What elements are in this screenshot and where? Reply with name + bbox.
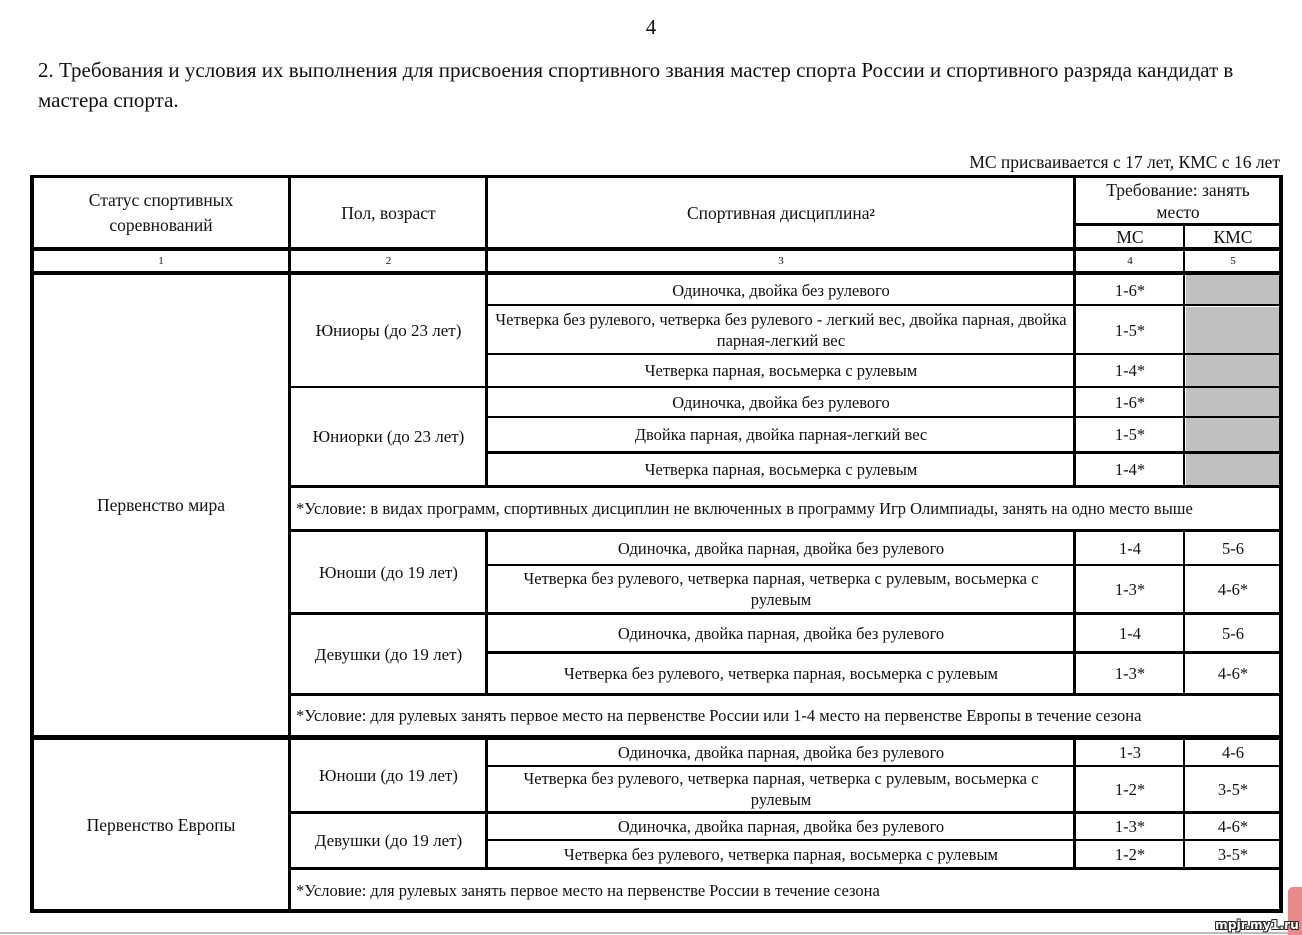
table-row-ms: 1-6* xyxy=(1076,388,1184,416)
row-divider xyxy=(289,811,1281,814)
table-row-discipline: Одиночка, двойка парная, двойка без рулевого xyxy=(488,740,1074,765)
table-row-kms: 5-6 xyxy=(1186,532,1280,564)
column-divider xyxy=(288,175,291,913)
row-divider xyxy=(486,765,1281,767)
column-number-2: 2 xyxy=(291,251,486,272)
header-kms: КМС xyxy=(1186,226,1280,248)
header-discipline-text: Спортивная дисциплина xyxy=(686,202,870,223)
row-divider xyxy=(289,693,1281,696)
table-row-kms-empty xyxy=(1186,453,1280,485)
group-youth-women: Девушки (до 19 лет) xyxy=(291,615,486,693)
column-divider xyxy=(1073,175,1076,488)
row-divider xyxy=(289,386,1281,388)
row-divider xyxy=(486,416,1281,418)
table-border-bottom xyxy=(31,909,1283,913)
table-row-discipline: Четверка без рулевого, четверка парная, восьмерка с рулевым xyxy=(488,654,1074,693)
page-number: 4 xyxy=(645,15,657,39)
table-row-ms: 1-2* xyxy=(1076,841,1184,867)
table-row-ms: 1-4* xyxy=(1076,355,1184,386)
table-row-discipline: Одиночка, двойка парная, двойка без рулевого xyxy=(488,814,1074,839)
row-divider xyxy=(31,271,1283,275)
condition-olympic: *Условие: в видах программ, спортивных дисциплин не включенных в программу Игр Олимпиады, занять на одно место выше xyxy=(291,488,1280,529)
table-row-discipline: Двойка парная, двойка парная-легкий вес xyxy=(488,418,1074,451)
group-youth-men-europe: Юноши (до 19 лет) xyxy=(291,740,486,811)
column-divider xyxy=(1183,737,1185,870)
table-row-kms-empty xyxy=(1186,418,1280,451)
row-divider xyxy=(486,651,1281,654)
column-divider xyxy=(485,175,488,488)
table-row-ms: 1-3* xyxy=(1076,814,1184,839)
table-row-kms-empty xyxy=(1186,307,1280,353)
row-divider xyxy=(486,564,1281,566)
row-divider xyxy=(31,735,1283,740)
table-row-discipline: Одиночка, двойка парная, двойка без рулевого xyxy=(488,532,1074,564)
row-divider xyxy=(486,451,1281,454)
table-row-discipline: Четверка без рулевого, четверка парная, четверка с рулевым, восьмерка с рулевым xyxy=(488,767,1074,811)
status-world-championship: Первенство мира xyxy=(33,275,289,735)
page-bottom-rule xyxy=(0,932,1302,934)
table-row-ms: 1-3 xyxy=(1076,740,1184,765)
table-row-discipline: Четверка парная, восьмерка с рулевым xyxy=(488,453,1074,485)
condition-coxswain-world: *Условие: для рулевых занять первое место на первенстве России или 1-4 место на первенстве Европы в течение сезона xyxy=(291,696,1280,735)
column-number-3: 3 xyxy=(488,251,1074,272)
column-number-4: 4 xyxy=(1076,251,1184,272)
table-border-top xyxy=(31,175,1283,178)
row-divider xyxy=(1073,223,1281,226)
table-row-discipline: Четверка без рулевого, четверка парная, восьмерка с рулевым xyxy=(488,841,1074,867)
row-divider xyxy=(486,353,1281,355)
table-row-ms: 1-4 xyxy=(1076,532,1184,564)
table-row-kms: 3-5* xyxy=(1186,767,1280,811)
table-row-discipline: Четверка без рулевого, четверка парная, четверка с рулевым, восьмерка с рулевым xyxy=(488,566,1074,612)
row-divider xyxy=(486,304,1281,306)
table-row-ms: 1-4 xyxy=(1076,615,1184,651)
condition-coxswain-europe: *Условие: для рулевых занять первое место на первенстве России в течение сезона xyxy=(291,870,1280,910)
table-row-discipline: Одиночка, двойка парная, двойка без рулевого xyxy=(488,615,1074,651)
header-requirement: Требование: занять место xyxy=(1076,178,1280,224)
table-row-ms: 1-5* xyxy=(1076,307,1184,353)
column-divider xyxy=(1073,737,1076,870)
row-divider xyxy=(31,247,1283,251)
section-heading: 2. Требования и условия их выполнения для присвоения спортивного звания мастер спорта России и спортивного разряда кандидат в мастера спорта. xyxy=(38,58,1234,112)
table-row-discipline: Одиночка, двойка без рулевого xyxy=(488,275,1074,305)
row-divider xyxy=(289,867,1281,870)
table-row-kms-empty xyxy=(1186,275,1280,305)
watermark: mpjr.my1.ru xyxy=(1215,918,1299,932)
group-youth-men: Юноши (до 19 лет) xyxy=(291,532,486,612)
column-divider xyxy=(485,737,488,870)
header-status: Статус спортивных соревнований xyxy=(33,178,289,248)
table-row-ms: 1-3* xyxy=(1076,654,1184,693)
table-row-kms: 4-6* xyxy=(1186,654,1280,693)
table-row-ms: 1-3* xyxy=(1076,566,1184,612)
row-divider xyxy=(289,485,1281,488)
column-divider xyxy=(1183,224,1185,488)
table-row-kms: 4-6 xyxy=(1186,740,1280,765)
table-border-right xyxy=(1279,175,1283,913)
table-border-left xyxy=(30,175,34,913)
table-row-kms-empty xyxy=(1186,355,1280,386)
table-row-discipline: Одиночка, двойка без рулевого xyxy=(488,388,1074,416)
row-divider xyxy=(289,612,1281,615)
table-row-kms: 5-6 xyxy=(1186,615,1280,651)
header-gender-age: Пол, возраст xyxy=(291,178,486,248)
row-divider xyxy=(486,839,1281,841)
row-divider xyxy=(289,529,1281,532)
table-row-kms: 4-6* xyxy=(1186,814,1280,839)
table-row-ms: 1-2* xyxy=(1076,767,1184,811)
table-row-kms: 3-5* xyxy=(1186,841,1280,867)
header-discipline xyxy=(488,178,1074,248)
column-number-5: 5 xyxy=(1186,251,1280,272)
table-row-discipline: Четверка парная, восьмерка с рулевым xyxy=(488,355,1074,386)
footnote-marker: 2 xyxy=(869,206,875,219)
header-ms: МС xyxy=(1076,226,1184,248)
status-european-championship: Первенство Европы xyxy=(33,740,289,910)
group-juniors-women: Юниорки (до 23 лет) xyxy=(291,388,486,485)
table-row-discipline: Четверка без рулевого, четверка без рулевого - легкий вес, двойка парная, двойка парная-легкий вес xyxy=(488,307,1074,353)
table-row-kms: 4-6* xyxy=(1186,566,1280,612)
table-row-ms: 1-5* xyxy=(1076,418,1184,451)
table-row-kms-empty xyxy=(1186,388,1280,416)
age-note: МС присваивается с 17 лет, КМС с 16 лет xyxy=(969,152,1280,172)
group-youth-women-europe: Девушки (до 19 лет) xyxy=(291,814,486,867)
group-juniors-men: Юниоры (до 23 лет) xyxy=(291,275,486,386)
column-number-1: 1 xyxy=(33,251,289,272)
table-row-ms: 1-4* xyxy=(1076,453,1184,485)
table-row-ms: 1-6* xyxy=(1076,275,1184,305)
